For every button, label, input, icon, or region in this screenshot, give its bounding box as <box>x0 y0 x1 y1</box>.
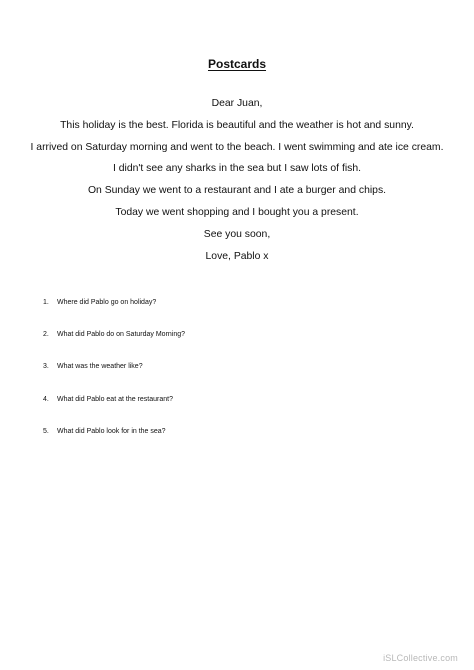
postcard-letter <box>0 93 474 267</box>
question-number: 4. <box>43 395 49 403</box>
question-text: What did Pablo eat at the restaurant? <box>57 395 173 403</box>
letter-line: Love, Pablo x <box>205 250 269 262</box>
question-item <box>43 362 443 394</box>
question-number: 1. <box>43 299 49 306</box>
letter-line: Dear Juan, <box>211 98 263 109</box>
question-text: What did Pablo do on Saturday Morning? <box>57 331 186 339</box>
question-text: What was the weather like? <box>57 363 143 371</box>
question-item <box>43 427 443 459</box>
letter-line: On Sunday we went to a restaurant and I ate a burger and chips. <box>87 185 387 197</box>
page-title: Postcards <box>207 57 267 71</box>
question-item <box>43 298 443 330</box>
question-item <box>43 330 443 362</box>
question-number: 5. <box>43 427 49 435</box>
question-item <box>43 395 443 427</box>
letter-line: Today we went shopping and I bought you a present. <box>115 206 359 218</box>
letter-line: I didn't see any sharks in the sea but I saw lots of fish. <box>112 163 362 175</box>
question-text: What did Pablo look for in the sea? <box>57 427 166 435</box>
question-number: 2. <box>43 331 49 339</box>
letter-line: This holiday is the best. Florida is beautiful and the weather is hot and sunny. <box>60 119 414 131</box>
question-list <box>43 298 443 459</box>
letter-line: I arrived on Saturday morning and went to the beach. I went swimming and ate ice cream. <box>30 141 444 153</box>
question-number: 3. <box>43 363 49 371</box>
question-text: Where did Pablo go on holiday? <box>57 299 157 306</box>
letter-line: See you soon, <box>203 228 271 240</box>
watermark-text: iSLCollective.com <box>383 653 458 663</box>
